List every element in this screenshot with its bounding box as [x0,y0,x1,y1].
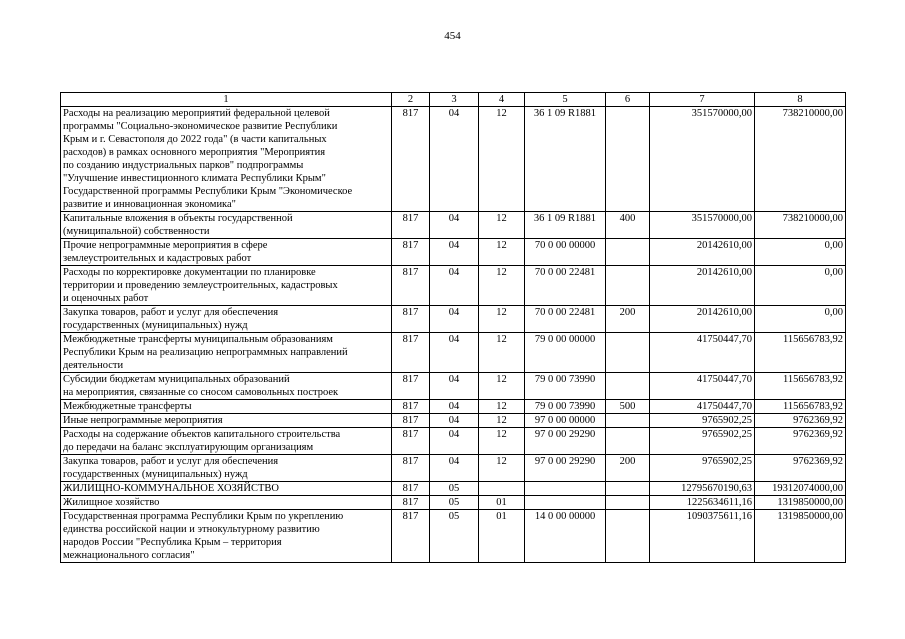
header-row [61,93,846,107]
target-article-cell: 79 0 00 73990 [525,373,606,400]
expense-type-cell [606,428,650,455]
row-name-line: Государственной программы Республики Крым "Экономическое [63,186,353,197]
ministry-cell: 817 [392,510,430,563]
row-name-line: "Улучшение инвестиционного климата Республики Крым" [63,173,326,184]
budget-table [60,92,846,563]
row-name-cell [61,266,392,306]
section-cell: 04 [430,266,479,306]
amount-year-2-cell: 0,00 [755,266,846,306]
amount-year-1-cell: 41750447,70 [650,400,755,414]
expense-type-cell [606,373,650,400]
ministry-cell: 817 [392,239,430,266]
section-cell: 05 [430,496,479,510]
row-name-line: по созданию индустриальных парков" подпрограммы [63,160,304,171]
subsection-cell: 12 [479,266,525,306]
amount-year-2-cell: 0,00 [755,239,846,266]
table-row [61,266,846,306]
ministry-cell: 817 [392,482,430,496]
table-row [61,400,846,414]
header-cell: 3 [430,93,479,107]
target-article-cell [525,482,606,496]
subsection-cell: 12 [479,373,525,400]
amount-year-2-cell: 0,00 [755,306,846,333]
row-name-cell [61,510,392,563]
row-name-line: (муниципальной) собственности [63,226,210,237]
table-row [61,239,846,266]
section-cell: 04 [430,428,479,455]
target-article-cell: 97 0 00 29290 [525,428,606,455]
subsection-cell: 12 [479,333,525,373]
ministry-cell: 817 [392,333,430,373]
amount-year-2-cell: 1319850000,00 [755,510,846,563]
subsection-cell: 12 [479,455,525,482]
row-name-cell [61,373,392,400]
row-name-line: государственных (муниципальных) нужд [63,320,248,331]
header-cell: 4 [479,93,525,107]
amount-year-2-cell: 738210000,00 [755,212,846,239]
row-name-line: программы "Социально-экономическое развитие Республики [63,121,338,132]
amount-year-2-cell: 115656783,92 [755,333,846,373]
row-name-cell [61,482,392,496]
section-cell: 05 [430,482,479,496]
section-cell: 04 [430,400,479,414]
header-cell: 7 [650,93,755,107]
row-name-line: Закупка товаров, работ и услуг для обеспечения [63,307,279,318]
amount-year-1-cell: 1225634611,16 [650,496,755,510]
target-article-cell: 70 0 00 22481 [525,266,606,306]
row-name-line: Республики Крым на реализацию непрограммных направлений [63,347,348,358]
section-cell: 04 [430,333,479,373]
section-cell: 04 [430,373,479,400]
table-row [61,306,846,333]
row-name-line: территории и проведению землеустроительных, кадастровых [63,280,338,291]
amount-year-1-cell: 41750447,70 [650,373,755,400]
page-number: 454 [444,30,461,42]
amount-year-2-cell: 738210000,00 [755,107,846,212]
subsection-cell: 12 [479,400,525,414]
row-name-cell [61,212,392,239]
row-name-line: Жилищное хозяйство [63,497,160,508]
amount-year-1-cell: 20142610,00 [650,306,755,333]
target-article-cell [525,496,606,510]
ministry-cell: 817 [392,400,430,414]
expense-type-cell [606,107,650,212]
expense-type-cell [606,482,650,496]
row-name-line: Расходы на содержание объектов капитального строительства [63,429,341,440]
row-name-cell [61,107,392,212]
row-name-cell [61,333,392,373]
target-article-cell: 70 0 00 22481 [525,306,606,333]
amount-year-2-cell: 115656783,92 [755,400,846,414]
row-name-line: деятельности [63,360,124,371]
row-name-line: Расходы по корректировке документации по планировке [63,267,316,278]
row-name-line: Расходы на реализацию мероприятий федеральной целевой [63,108,330,119]
subsection-cell: 12 [479,306,525,333]
expense-type-cell [606,510,650,563]
expense-type-cell [606,496,650,510]
row-name-line: до передачи на баланс эксплуатирующим организациям [63,442,314,453]
amount-year-1-cell: 41750447,70 [650,333,755,373]
target-article-cell: 70 0 00 00000 [525,239,606,266]
expense-type-cell: 400 [606,212,650,239]
row-name-line: межнационального согласия" [63,550,195,561]
expense-type-cell: 200 [606,306,650,333]
amount-year-2-cell: 9762369,92 [755,455,846,482]
ministry-cell: 817 [392,455,430,482]
row-name-line: землеустроительных и кадастровых работ [63,253,252,264]
amount-year-2-cell: 1319850000,00 [755,496,846,510]
table-row [61,510,846,563]
row-name-line: расходов) в рамках основного мероприятия "Мероприятия [63,147,326,158]
subsection-cell: 12 [479,239,525,266]
row-name-cell [61,496,392,510]
subsection-cell: 12 [479,212,525,239]
expense-type-cell [606,414,650,428]
table-body [61,107,846,563]
row-name-line: на мероприятия, связанные со сносом самовольных построек [63,387,339,398]
expense-type-cell: 500 [606,400,650,414]
target-article-cell: 97 0 00 29290 [525,455,606,482]
table-row [61,482,846,496]
row-name-line: Крым и г. Севастополя до 2022 года" (в части капитальных [63,134,327,145]
target-article-cell: 79 0 00 73990 [525,400,606,414]
subsection-cell: 12 [479,107,525,212]
section-cell: 04 [430,212,479,239]
table-row [61,212,846,239]
row-name-line: Капитальные вложения в объекты государственной [63,213,293,224]
amount-year-1-cell: 9765902,25 [650,428,755,455]
header-cell: 2 [392,93,430,107]
header-cell: 5 [525,93,606,107]
subsection-cell: 01 [479,496,525,510]
row-name-line: Межбюджетные трансферты [63,401,192,412]
expense-type-cell [606,333,650,373]
table-row [61,107,846,212]
ministry-cell: 817 [392,107,430,212]
section-cell: 04 [430,306,479,333]
row-name-cell [61,306,392,333]
amount-year-1-cell: 12795670190,63 [650,482,755,496]
ministry-cell: 817 [392,428,430,455]
row-name-line: Иные непрограммные мероприятия [63,415,223,426]
expense-type-cell [606,266,650,306]
subsection-cell [479,482,525,496]
header-cell: 1 [61,93,392,107]
table-row [61,428,846,455]
amount-year-1-cell: 351570000,00 [650,212,755,239]
ministry-cell: 817 [392,414,430,428]
section-cell: 04 [430,239,479,266]
section-cell: 04 [430,414,479,428]
row-name-line: и оценочных работ [63,293,149,304]
header-cell: 8 [755,93,846,107]
subsection-cell: 01 [479,510,525,563]
table-row [61,414,846,428]
amount-year-1-cell: 9765902,25 [650,414,755,428]
row-name-line: ЖИЛИЩНО-КОММУНАЛЬНОЕ ХОЗЯЙСТВО [63,483,279,494]
table-row [61,333,846,373]
amount-year-1-cell: 351570000,00 [650,107,755,212]
amount-year-1-cell: 9765902,25 [650,455,755,482]
amount-year-2-cell: 115656783,92 [755,373,846,400]
expense-type-cell: 200 [606,455,650,482]
row-name-line: государственных (муниципальных) нужд [63,469,248,480]
target-article-cell: 97 0 00 00000 [525,414,606,428]
section-cell: 04 [430,455,479,482]
row-name-line: Субсидии бюджетам муниципальных образований [63,374,290,385]
section-cell: 04 [430,107,479,212]
amount-year-2-cell: 9762369,92 [755,428,846,455]
subsection-cell: 12 [479,414,525,428]
amount-year-1-cell: 20142610,00 [650,266,755,306]
target-article-cell: 36 1 09 R1881 [525,212,606,239]
row-name-line: Государственная программа Республики Крым по укреплению [63,511,344,522]
row-name-cell [61,414,392,428]
target-article-cell: 36 1 09 R1881 [525,107,606,212]
amount-year-1-cell: 1090375611,16 [650,510,755,563]
row-name-cell [61,428,392,455]
table-row [61,455,846,482]
ministry-cell: 817 [392,496,430,510]
ministry-cell: 817 [392,306,430,333]
header-cell: 6 [606,93,650,107]
target-article-cell: 79 0 00 00000 [525,333,606,373]
row-name-cell [61,400,392,414]
row-name-line: Межбюджетные трансферты муниципальным образованиям [63,334,333,345]
row-name-line: Прочие непрограммные мероприятия в сфере [63,240,268,251]
table-row [61,496,846,510]
row-name-line: Закупка товаров, работ и услуг для обеспечения [63,456,279,467]
ministry-cell: 817 [392,266,430,306]
target-article-cell: 14 0 00 00000 [525,510,606,563]
amount-year-2-cell: 9762369,92 [755,414,846,428]
amount-year-1-cell: 20142610,00 [650,239,755,266]
row-name-line: развитие и инновационная экономика" [63,199,236,210]
row-name-cell [61,455,392,482]
expense-type-cell [606,239,650,266]
subsection-cell: 12 [479,428,525,455]
table-row [61,373,846,400]
ministry-cell: 817 [392,212,430,239]
row-name-line: единства российской нации и этнокультурному развитию [63,524,320,535]
section-cell: 05 [430,510,479,563]
amount-year-2-cell: 19312074000,00 [755,482,846,496]
row-name-line: народов России "Республика Крым – территория [63,537,282,548]
ministry-cell: 817 [392,373,430,400]
row-name-cell [61,239,392,266]
